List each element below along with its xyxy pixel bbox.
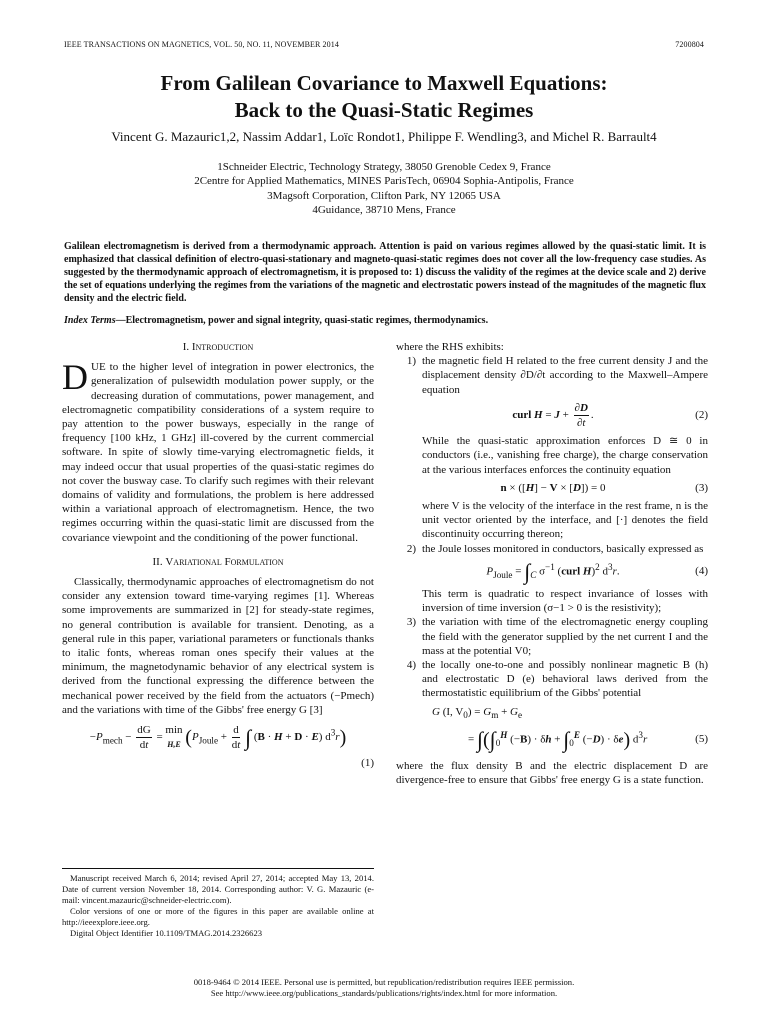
right-column bbox=[396, 340, 708, 788]
equation-5: G (I, $V_0) = G_m + G_e$ = $\int(\int_0^H$ $(-B) \cdot \delta h + \int_0^E$ (−D) · δe) $d^3r$ (5) bbox=[432, 705, 708, 753]
left-column bbox=[62, 340, 374, 771]
equation-3: n × ([H] − V × [D]) = 0 (3) bbox=[500, 481, 708, 494]
paper-title bbox=[0, 70, 768, 124]
copyright-notice bbox=[0, 977, 768, 999]
list-item-1: 1) the magnetic field H related to the free current density J and the displacement density ∂D/∂t according to the Maxwell–Ampere equation curl H = J + $\frac{\partial D}{\partial t}$ . (2) While the quasi-static approximation enforces D ≅ 0 in conductors (i.e., vanishing free charge), the charge conservation at the various interfaces enforces the continuity equation n × ([H] − V × [D]) = 0 (3) where V is the velocity of the interface in the rest frame, n is the unit vector oriented by the interface, and [·] denotes the field discontinuity occurring thereon; bbox=[406, 355, 708, 541]
introduction-paragraph: DUE to the higher level of integration in power electronics, the generalization of pulsewidth modulation power supply, or the decreasing duration of commutations, power management, and electromagnetic compatibility considerations of a system require to pay attention to the power busways, especially in the range of frequency [100 kHz, 1 GHz] ill-covered by the current commercial software. In spite of slowly time-varying electromagnetic fields, it may indeed occur that usual properties of the quasi-static regimes do not cover the busway case. To clarify such regimes with their relevant domains of validity and formulations, the problem is here addressed within a variational approach of electromagnetism. Hence, the two regimes occurring within the quasi-static limit are discussed from the covariance viewpoint and the conditioning of the power functional. bbox=[62, 357, 374, 544]
index-terms bbox=[64, 315, 706, 326]
list-item-3-text: the variation with time of the electromagnetic energy coupling the field with the generator supplied by the net current I and the mass at the potential V0; bbox=[422, 616, 708, 657]
list-item-4-text: the locally one-to-one and possibly nonlinear magnetic B (h) and electrostatic D (e) behavioral laws derived from the thermostatistic equilibrium of the Gibbs' potential bbox=[422, 658, 708, 700]
footnote-manuscript: Manuscript received March 6, 2014; revised April 27, 2014; accepted May 13, 2014. Date of current version November 18, 2014. Corresponding author: V. G. Mazauric (e-mail: vincent.mazauric@schneider-electric.com). bbox=[62, 873, 374, 905]
equation-1 bbox=[62, 723, 374, 752]
author-list: Vincent G. Mazauric1,2, Nassim Addar1, Loïc Rondot1, Philippe F. Wendling3, and Michel R. Barrault4 bbox=[111, 129, 657, 144]
running-header-journal: IEEE TRANSACTIONS ON MAGNETICS, VOL. 50, NO. 11, NOVEMBER 2014 bbox=[64, 40, 339, 49]
equation-1-number: (1) bbox=[361, 757, 374, 770]
list-item-2-continuation: This term is quadratic to respect invariance of losses with inversion of time inversion (σ−1 > 0 is the resistivity); bbox=[422, 587, 708, 615]
list-item-4: 4) the locally one-to-one and possibly nonlinear magnetic B (h) and electrostatic D (e) behavioral laws derived from the thermostatistic equilibrium of the Gibbs' potential G (I, $V_0) = G_m + G_e$ = $\int(\int_0^H$ $(-B) \cdot \delta h + \int_0^E$ (−D) · δe) $d^3r$ (5) bbox=[406, 658, 708, 753]
section-heading-variational-formulation: II. Variational Formulation bbox=[152, 555, 284, 568]
footnote-color-versions: Color versions of one or more of the figures in this paper are available online at http://ieeexplore.ieee.org. bbox=[62, 906, 374, 927]
list-item-2: 2) the Joule losses monitored in conductors, basically expressed as $P_{Joule} = \int_C$ $\sigma^{-1}$ (curl H)$^2$ $d^3r$. (4) This term is quadratic to respect invariance of losses with inversion of time inversion (σ−1 > 0 is the resistivity); bbox=[406, 542, 708, 615]
equation-1-body: $-P_{mech}$ − $\frac{dG}{dt}$ = min H,E ($P_{Joule}$ + $\frac{d}{dt}$ ∫ (B · H + D · E) $d^3r$) bbox=[89, 724, 347, 752]
list-item-1-text: the magnetic field H related to the free current density J and the displacement density ∂D/∂t according to the Maxwell–Ampere equation bbox=[422, 355, 708, 396]
copyright-line-1: 0018-9464 © 2014 IEEE. Personal use is permitted, but republication/redistribution requires IEEE permission. bbox=[193, 977, 575, 987]
affiliation-2: 2Centre for Applied Mathematics, MINES ParisTech, 06904 Sophia-Antipolis, France bbox=[194, 175, 574, 188]
equation-2-number: (2) bbox=[695, 409, 708, 422]
footnote bbox=[62, 868, 374, 939]
affiliation-4: 4Guidance, 38710 Mens, France bbox=[312, 204, 456, 217]
affiliation-1: 1Schneider Electric, Technology Strategy, 38050 Grenoble Cedex 9, France bbox=[217, 161, 551, 173]
equation-5-number: (5) bbox=[695, 733, 708, 746]
index-terms-label: Index Terms bbox=[64, 315, 116, 326]
rhs-intro: where the RHS exhibits: bbox=[396, 341, 504, 353]
list-item-1-continuation-2: where V is the velocity of the interface in the rest frame, n is the unit vector oriented by the interface, and [·] denotes the field discontinuity occurring thereon; bbox=[422, 500, 708, 541]
list-item-1-continuation: While the quasi-static approximation enforces D ≅ 0 in conductors (i.e., vanishing free charge), the charge conservation at the various interfaces enforces the continuity equation bbox=[422, 435, 708, 476]
equation-4: $P_{Joule} = \int_C$ $\sigma^{-1}$ (curl H)$^2$ $d^3r$. (4) bbox=[486, 558, 708, 584]
affiliation-3: 3Magsoft Corporation, Clifton Park, NY 12065 USA bbox=[267, 189, 501, 202]
running-header-article-number: 7200804 bbox=[675, 40, 704, 49]
abstract: Galilean electromagnetism is derived from a thermodynamic approach. Attention is paid on various regimes allowed by the quasi-static limit. It is emphasized that classical definition of electro-quasi-stationary and magneto-quasi-static regimes does not cover all the low-frequency case studies. As suggested by the thermodynamic approach of electromagnetism, it is proposed to: 1) discuss the validity of the regimes at the device scale and 2) derive the set of equations underlying the regimes from the variations of the magnetic and electrostatic powers instead of the magnitudes of the magnetic flux density and the electric field. bbox=[64, 241, 706, 304]
title-line-2: Back to the Quasi-Static Regimes bbox=[234, 98, 534, 122]
list-item-2-text: the Joule losses monitored in conductors, basically expressed as bbox=[422, 542, 704, 555]
affiliation-list bbox=[0, 160, 768, 218]
variational-paragraph: Classically, thermodynamic approaches of electromagnetism do not consider any extension toward time-varying regimes [1]. Whereas some improvements are summarized in [2] for steady-state regimes, no general contribution is available for transient. Denoting, as a general rule in this paper, variational parameters or functionals thanks to italic fonts, whereas roman ones specify their values at the minimum, the magnetodynamic behavior of any electrical system is derived from the functional expressing the difference between the mechanical power received by the field from the actuators (−Pmech) and the variations with time of the Gibbs' free energy G [3] bbox=[62, 576, 374, 716]
after-equation-5: where the flux density B and the electric displacement D are divergence-free to ensure that Gibbs' free energy G is a state function. bbox=[396, 760, 708, 787]
section-heading-introduction: I. Introduction bbox=[182, 341, 254, 353]
copyright-line-2: See http://www.ieee.org/publications_standards/publications/rights/index.html for more information. bbox=[210, 988, 558, 998]
footnote-doi: Digital Object Identifier 10.1109/TMAG.2014.2326623 bbox=[70, 928, 263, 938]
drop-cap: D bbox=[62, 357, 88, 398]
equation-4-number: (4) bbox=[695, 565, 708, 578]
list-item-3: 3) the variation with time of the electromagnetic energy coupling the field with the generator supplied by the net current I and the mass at the potential V0; bbox=[406, 616, 708, 657]
index-terms-list: —Electromagnetism, power and signal integrity, quasi-static regimes, thermodynamics. bbox=[115, 315, 489, 326]
equation-2: curl H = J + $\frac{\partial D}{\partial t}$ . (2) bbox=[512, 401, 708, 430]
equation-3-number: (3) bbox=[695, 481, 708, 494]
title-line-1: From Galilean Covariance to Maxwell Equations: bbox=[160, 71, 608, 95]
